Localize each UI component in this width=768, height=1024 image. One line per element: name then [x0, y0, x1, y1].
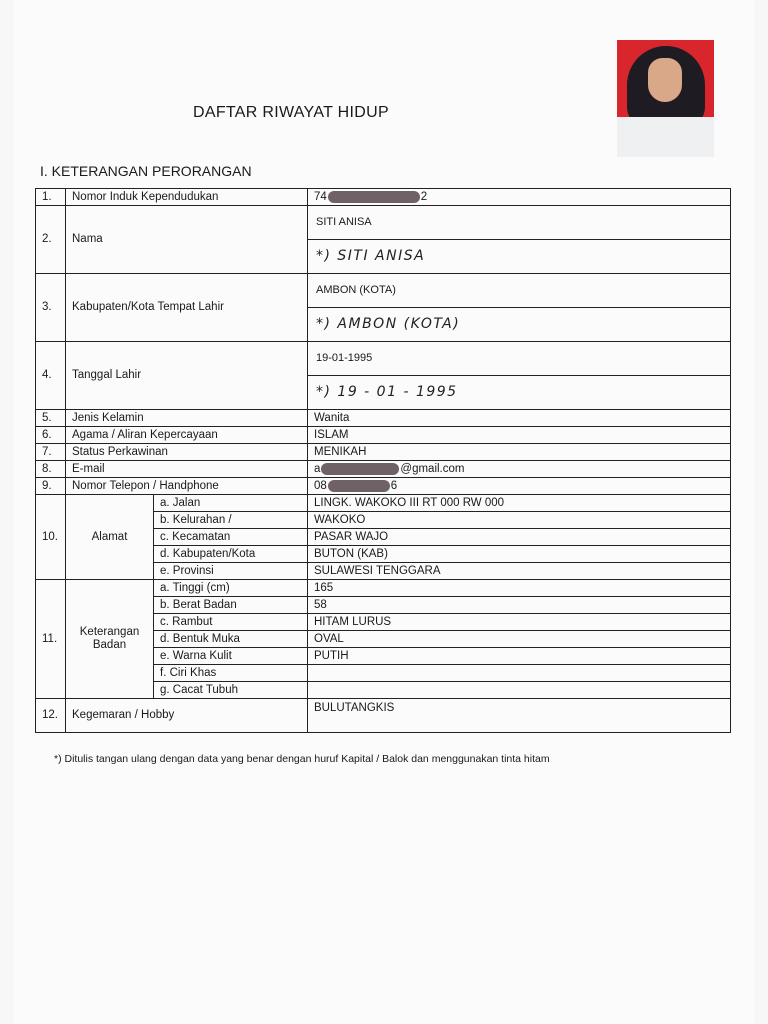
profile-photo	[617, 40, 714, 157]
sub-label: a. Tinggi (cm)	[154, 580, 308, 597]
sub-value: HITAM LURUS	[308, 614, 731, 631]
table-row	[36, 342, 731, 410]
photo-shirt	[617, 117, 714, 157]
row-number: 2.	[36, 206, 66, 274]
redaction-mark	[328, 191, 420, 203]
sub-value: BUTON (KAB)	[308, 546, 731, 563]
table-row	[36, 444, 731, 461]
table-row	[36, 478, 731, 495]
table-row	[36, 274, 731, 342]
sub-value	[308, 682, 731, 699]
row-number: 10.	[36, 495, 66, 580]
row-number: 9.	[36, 478, 66, 495]
sub-label: e. Provinsi	[154, 563, 308, 580]
email-suffix: @gmail.com	[400, 462, 465, 475]
row-label: Nomor Telepon / Handphone	[66, 478, 308, 495]
row-label-line2: Badan	[92, 639, 127, 651]
handwritten-value: *) 19 - 01 - 1995	[316, 383, 458, 400]
birthdate-value	[308, 342, 731, 410]
row-value: ISLAM	[308, 427, 731, 444]
handwritten-value: *) AMBON (KOTA)	[316, 315, 461, 332]
typed-value: AMBON (KOTA)	[308, 274, 730, 308]
table-row	[36, 189, 731, 206]
table-row	[36, 699, 731, 733]
table-row	[36, 410, 731, 427]
nik-prefix: 74	[314, 190, 327, 203]
sub-label: d. Bentuk Muka	[154, 631, 308, 648]
nik-value	[308, 189, 731, 206]
sub-label: d. Kabupaten/Kota	[154, 546, 308, 563]
redaction-mark	[321, 463, 399, 475]
name-value	[308, 206, 731, 274]
document-title: DAFTAR RIWAYAT HIDUP	[193, 104, 389, 121]
row-number: 6.	[36, 427, 66, 444]
row-number: 11.	[36, 580, 66, 699]
email-value	[308, 461, 731, 478]
phone-value	[308, 478, 731, 495]
row-value: MENIKAH	[308, 444, 731, 461]
sub-value: LINGK. WAKOKO III RT 000 RW 000	[308, 495, 731, 512]
photo-face	[648, 58, 682, 102]
row-number: 4.	[36, 342, 66, 410]
table-row	[36, 495, 731, 512]
sub-value: WAKOKO	[308, 512, 731, 529]
row-label: Nama	[66, 206, 308, 274]
row-value: BULUTANGKIS	[308, 699, 731, 733]
row-label: E-mail	[66, 461, 308, 478]
row-label: Kabupaten/Kota Tempat Lahir	[66, 274, 308, 342]
sub-value: 58	[308, 597, 731, 614]
sub-value: OVAL	[308, 631, 731, 648]
footnote: *) Ditulis tangan ulang dengan data yang benar dengan huruf Kapital / Balok dan menggunakan tinta hitam	[54, 753, 550, 765]
sub-label: b. Kelurahan /	[154, 512, 308, 529]
table-row	[36, 206, 731, 274]
personal-info-table	[35, 188, 731, 733]
birthplace-value	[308, 274, 731, 342]
sub-label: a. Jalan	[154, 495, 308, 512]
row-label: Jenis Kelamin	[66, 410, 308, 427]
row-label: Alamat	[66, 495, 154, 580]
phone-prefix: 08	[314, 479, 327, 492]
row-label	[66, 580, 154, 699]
section-heading: I. KETERANGAN PERORANGAN	[40, 163, 252, 179]
sub-value: PUTIH	[308, 648, 731, 665]
sub-label: g. Cacat Tubuh	[154, 682, 308, 699]
row-number: 1.	[36, 189, 66, 206]
handwritten-value: *) SITI ANISA	[316, 247, 426, 264]
row-label: Nomor Induk Kependudukan	[66, 189, 308, 206]
row-number: 3.	[36, 274, 66, 342]
sub-label: e. Warna Kulit	[154, 648, 308, 665]
nik-suffix: 2	[420, 190, 428, 203]
row-number: 12.	[36, 699, 66, 733]
sub-value	[308, 665, 731, 682]
sub-value: 165	[308, 580, 731, 597]
table-row	[36, 461, 731, 478]
row-label-line1: Keterangan	[79, 626, 140, 639]
sub-label: c. Rambut	[154, 614, 308, 631]
sub-value: PASAR WAJO	[308, 529, 731, 546]
sub-label: b. Berat Badan	[154, 597, 308, 614]
row-value: Wanita	[308, 410, 731, 427]
table-row	[36, 427, 731, 444]
table-row	[36, 580, 731, 597]
row-label: Kegemaran / Hobby	[66, 699, 308, 733]
sub-label: c. Kecamatan	[154, 529, 308, 546]
row-label: Status Perkawinan	[66, 444, 308, 461]
row-label: Agama / Aliran Kepercayaan	[66, 427, 308, 444]
redaction-mark	[328, 480, 390, 492]
typed-value: 19-01-1995	[308, 342, 730, 376]
typed-value: SITI ANISA	[308, 206, 730, 240]
row-number: 7.	[36, 444, 66, 461]
row-label: Tanggal Lahir	[66, 342, 308, 410]
row-number: 8.	[36, 461, 66, 478]
phone-suffix: 6	[390, 479, 398, 492]
sub-label: f. Ciri Khas	[154, 665, 308, 682]
sub-value: SULAWESI TENGGARA	[308, 563, 731, 580]
email-prefix: a	[314, 462, 321, 475]
row-number: 5.	[36, 410, 66, 427]
